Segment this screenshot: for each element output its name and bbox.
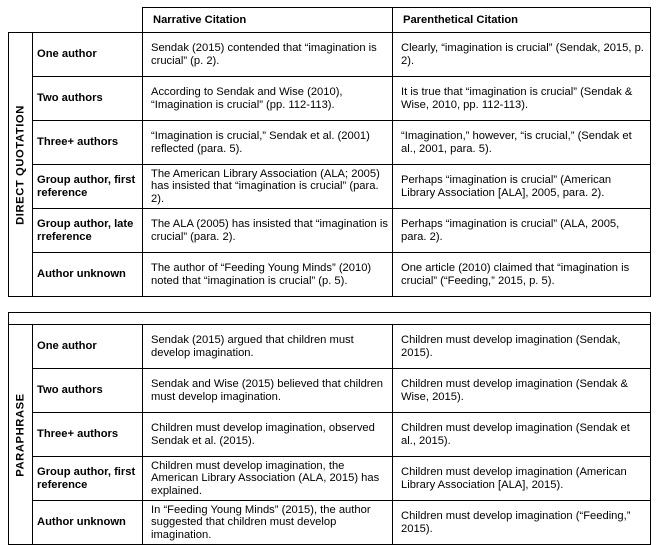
table-row (9, 369, 651, 413)
table-row (9, 501, 651, 545)
row-label: Group author, first reference (33, 165, 143, 209)
row-label: One author (33, 325, 143, 369)
parenthetical-cell: Perhaps “imagination is crucial” (ALA, 2005, para. 2). (393, 209, 651, 253)
parenthetical-cell: Children must develop imagination (“Feeding,” 2015). (393, 501, 651, 545)
paraphrase-label: PARAPHRASE (14, 392, 27, 477)
narrative-cell: In “Feeding Young Minds” (2015), the author suggested that children must develop imagination. (143, 501, 393, 545)
table-row (9, 165, 651, 209)
parenthetical-cell: Clearly, “imagination is crucial” (Sendak, 2015, p. 2). (393, 33, 651, 77)
row-label: Two authors (33, 369, 143, 413)
narrative-cell: Sendak (2015) argued that children must develop imagination. (143, 325, 393, 369)
row-label: Group author, first reference (33, 457, 143, 501)
parenthetical-cell: Perhaps “imagination is crucial” (American Library Association [ALA], 2005, para. 2). (393, 165, 651, 209)
parenthetical-cell: One article (2010) claimed that “imagination is crucial” (“Feeding,” 2015, p. 5). (393, 253, 651, 297)
parenthetical-cell: It is true that “imagination is crucial” (Sendak & Wise, 2010, pp. 112-113). (393, 77, 651, 121)
header-row (9, 8, 651, 33)
row-label: One author (33, 33, 143, 77)
table-row (9, 121, 651, 165)
narrative-cell: Children must develop imagination, the American Library Association (ALA, 2015) has explained. (143, 457, 393, 501)
direct-quotation-side (9, 33, 33, 297)
table-row (9, 33, 651, 77)
narrative-cell: Sendak (2015) contended that “imagination is crucial” (p. 2). (143, 33, 393, 77)
header-blank (9, 8, 143, 33)
narrative-cell: The American Library Association (ALA; 2005) has insisted that “imagination is crucial” (para. 2). (143, 165, 393, 209)
parenthetical-cell: “Imagination,” however, “is crucial,” (Sendak et al., 2001, para. 5). (393, 121, 651, 165)
narrative-cell: Sendak and Wise (2015) believed that children must develop imagination. (143, 369, 393, 413)
paraphrase-side (9, 325, 33, 545)
direct-quotation-label: DIRECT QUOTATION (14, 104, 27, 225)
parenthetical-cell: Children must develop imagination (Sendak et al., 2015). (393, 413, 651, 457)
narrative-cell: According to Sendak and Wise (2010), “Imagination is crucial” (pp. 112-113). (143, 77, 393, 121)
narrative-cell: “Imagination is crucial,” Sendak et al. (2001) reflected (para. 5). (143, 121, 393, 165)
row-label: Author unknown (33, 253, 143, 297)
row-label: Author unknown (33, 501, 143, 545)
narrative-cell: The ALA (2005) has insisted that “imagination is crucial” (para. 2). (143, 209, 393, 253)
table-row (9, 209, 651, 253)
table-row (9, 413, 651, 457)
narrative-cell: Children must develop imagination, observed Sendak et al. (2015). (143, 413, 393, 457)
row-label: Two authors (33, 77, 143, 121)
parenthetical-cell: Children must develop imagination (American Library Association [ALA], 2015). (393, 457, 651, 501)
paraphrase-table (8, 312, 651, 545)
direct-quotation-table (8, 7, 651, 297)
spacer-row (9, 313, 651, 325)
row-label: Group author, late rreference (33, 209, 143, 253)
row-label: Three+ authors (33, 413, 143, 457)
table-row (9, 325, 651, 369)
table-row (9, 457, 651, 501)
header-narrative: Narrative Citation (143, 8, 393, 33)
narrative-cell: The author of “Feeding Young Minds” (2010) noted that “imagination is crucial” (p. 5). (143, 253, 393, 297)
header-parenthetical: Parenthetical Citation (393, 8, 651, 33)
spacer-cell (9, 313, 651, 325)
table-row (9, 77, 651, 121)
parenthetical-cell: Children must develop imagination (Sendak, 2015). (393, 325, 651, 369)
parenthetical-cell: Children must develop imagination (Sendak & Wise, 2015). (393, 369, 651, 413)
row-label: Three+ authors (33, 121, 143, 165)
table-row (9, 253, 651, 297)
